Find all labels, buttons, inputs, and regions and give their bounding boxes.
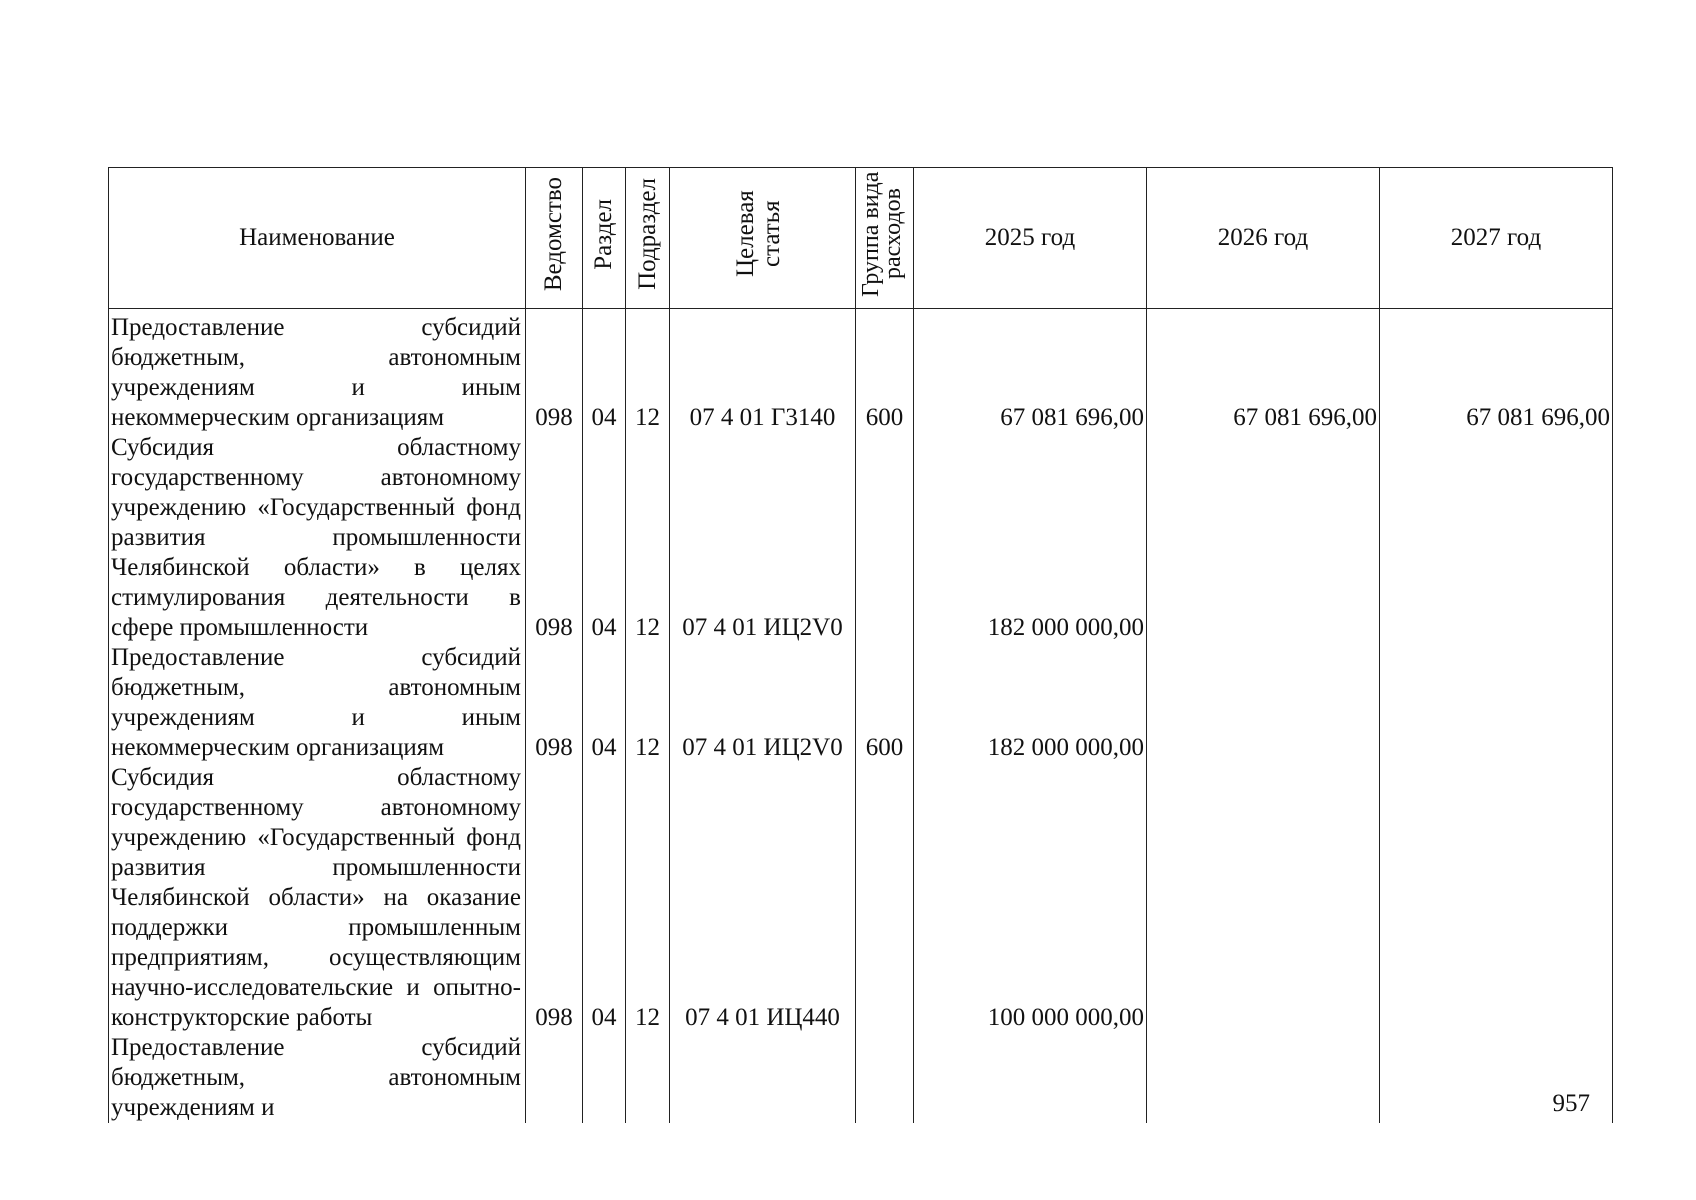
table-row [109, 763, 1613, 1033]
budget-table [108, 167, 1613, 1123]
row-group: 600 [856, 643, 914, 763]
row-dept: 098 [526, 309, 583, 433]
row-subsection [626, 1033, 670, 1123]
row-subsection: 12 [626, 763, 670, 1033]
row-section: 04 [583, 643, 626, 763]
header-section: Раздел [583, 168, 626, 309]
row-group [856, 1033, 914, 1123]
row-target: 07 4 01 Г3140 [670, 309, 856, 433]
table-row [109, 433, 1613, 643]
row-target [670, 1033, 856, 1123]
row-2025: 67 081 696,00 [914, 309, 1147, 433]
header-dept: Ведомство [526, 168, 583, 309]
row-2026 [1147, 643, 1380, 763]
row-target: 07 4 01 ИЦ2V0 [670, 643, 856, 763]
row-subsection: 12 [626, 309, 670, 433]
header-subsection: Подраздел [626, 168, 670, 309]
row-2026 [1147, 433, 1380, 643]
row-2027 [1380, 433, 1613, 643]
row-dept: 098 [526, 643, 583, 763]
header-target: Целевая статья [670, 168, 856, 309]
row-2027: 67 081 696,00 [1380, 309, 1613, 433]
header-2027: 2027 год [1380, 168, 1613, 309]
row-dept [526, 1033, 583, 1123]
row-group: 600 [856, 309, 914, 433]
row-name: Предоставление субсидий бюджетным, автономным учреждениям и [109, 1033, 526, 1123]
table-row [109, 309, 1613, 433]
row-subsection: 12 [626, 433, 670, 643]
row-2025: 182 000 000,00 [914, 433, 1147, 643]
row-dept: 098 [526, 763, 583, 1033]
row-section: 04 [583, 763, 626, 1033]
row-2025 [914, 1033, 1147, 1123]
row-2026: 67 081 696,00 [1147, 309, 1380, 433]
row-2027 [1380, 643, 1613, 763]
row-name: Предоставление субсидий бюджетным, автономным учреждениям и иным некоммерческим организациям [109, 309, 526, 433]
row-2025: 182 000 000,00 [914, 643, 1147, 763]
row-section [583, 1033, 626, 1123]
header-2026: 2026 год [1147, 168, 1380, 309]
header-row [109, 168, 1613, 309]
row-group [856, 433, 914, 643]
page-number: 957 [1552, 1090, 1590, 1117]
row-subsection: 12 [626, 643, 670, 763]
row-2026 [1147, 763, 1380, 1033]
row-2027 [1380, 763, 1613, 1033]
row-target: 07 4 01 ИЦ2V0 [670, 433, 856, 643]
row-2025: 100 000 000,00 [914, 763, 1147, 1033]
row-dept: 098 [526, 433, 583, 643]
row-name: Субсидия областному государственному автономному учреждению «Государственный фонд развития промышленности Челябинской области» на оказание поддержки промышленным предприятиям, осуществляющим научно-исследовательские и опытно-конструкторские работы [109, 763, 526, 1033]
header-group: Группа вида расходов [856, 168, 914, 309]
row-target: 07 4 01 ИЦ440 [670, 763, 856, 1033]
row-name: Субсидия областному государственному автономному учреждению «Государственный фонд развития промышленности Челябинской области» в целях стимулирования деятельности в сфере промышленности [109, 433, 526, 643]
table-row [109, 1033, 1613, 1123]
row-section: 04 [583, 309, 626, 433]
header-name: Наименование [109, 168, 526, 309]
header-2025: 2025 год [914, 168, 1147, 309]
row-section: 04 [583, 433, 626, 643]
row-name: Предоставление субсидий бюджетным, автономным учреждениям и иным некоммерческим организациям [109, 643, 526, 763]
row-group [856, 763, 914, 1033]
row-2026 [1147, 1033, 1380, 1123]
table-row [109, 643, 1613, 763]
